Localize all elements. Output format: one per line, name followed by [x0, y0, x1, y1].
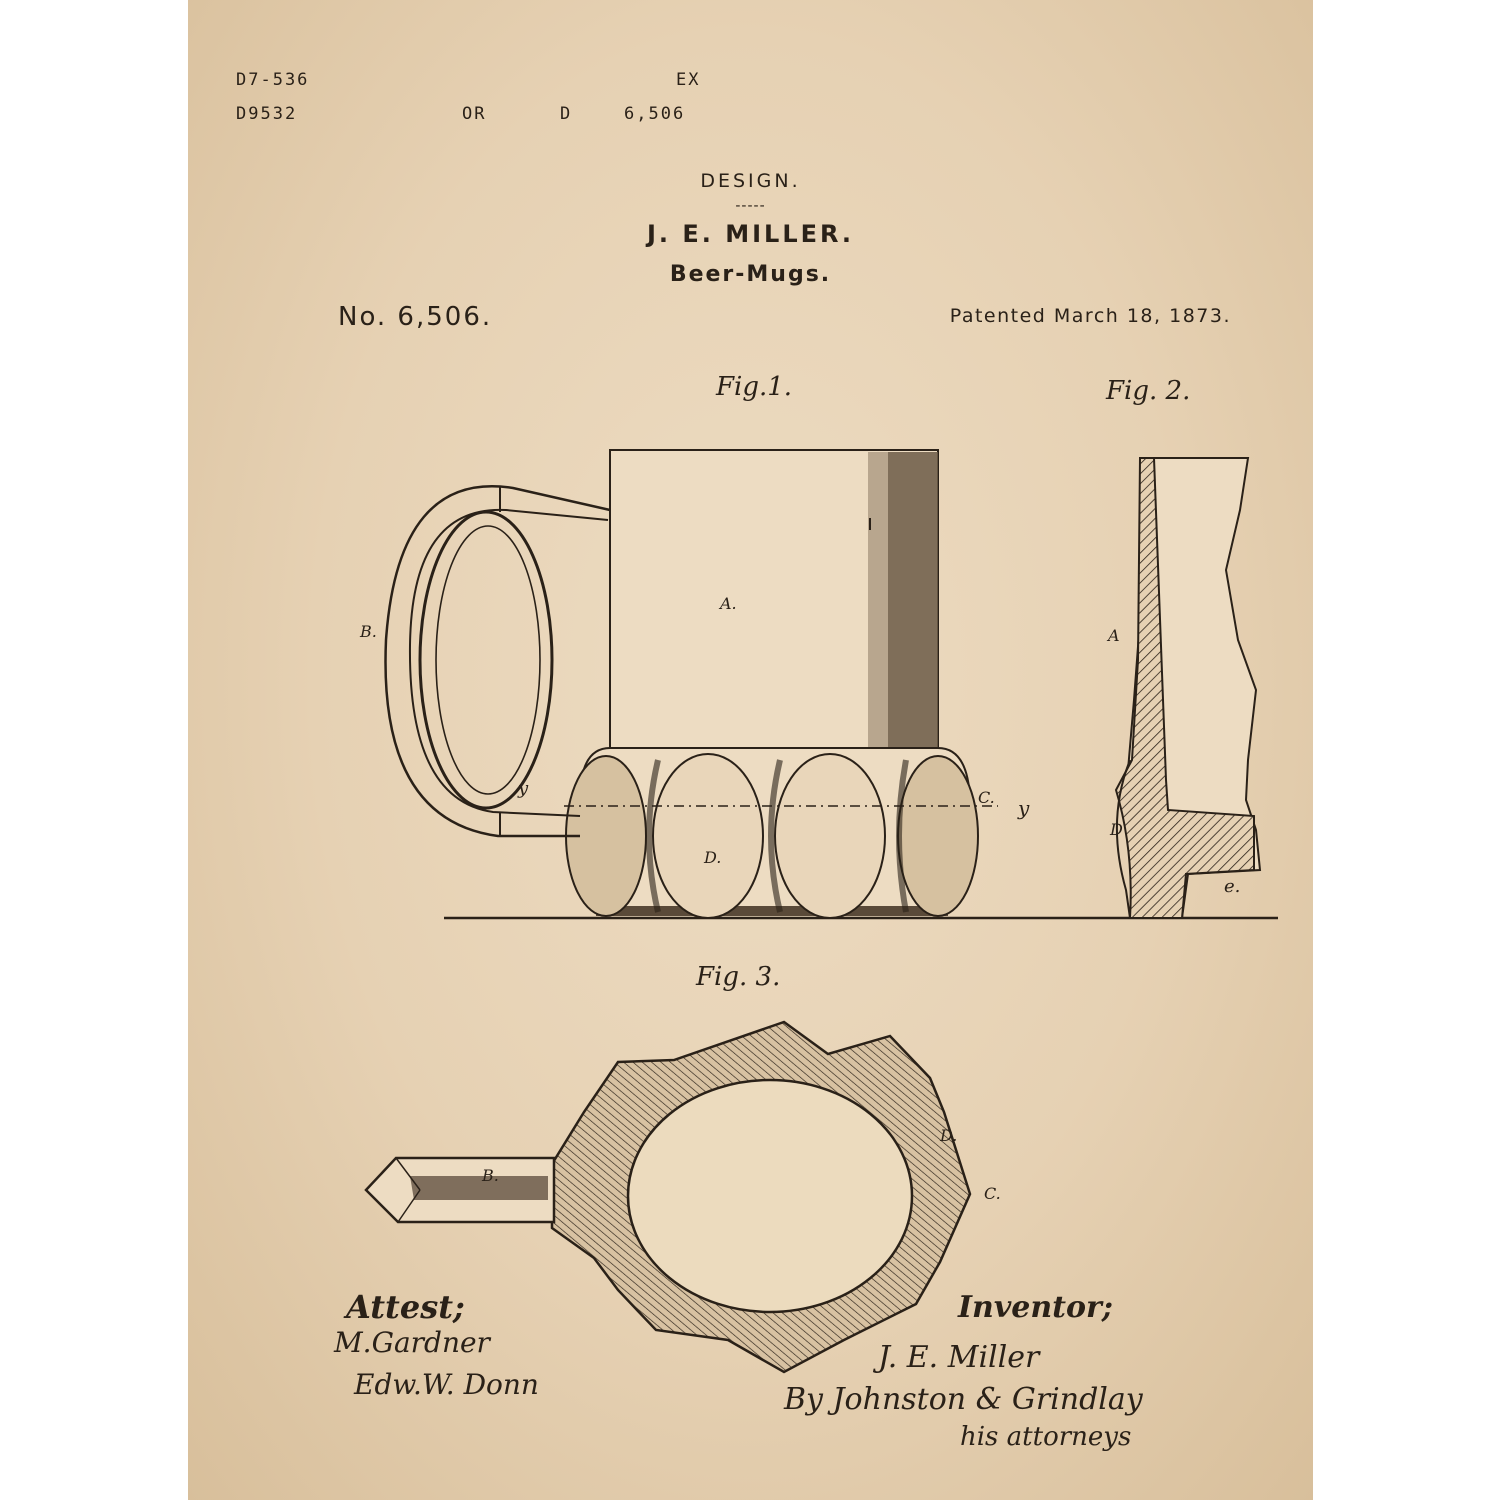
patent-number: No. 6,506. [338, 302, 493, 332]
fig2-label-e: e. [1224, 876, 1241, 897]
code-top-left: D7-536 [236, 70, 310, 90]
fig3-caption: Fig. 3. [696, 962, 781, 992]
inventor-name: J. E. MILLER. [646, 220, 855, 248]
fig1-label-y-left: y [518, 778, 529, 799]
inventor-label: Inventor; [958, 1290, 1113, 1325]
patent-subject: Beer-Mugs. [669, 262, 832, 287]
code-or: OR [462, 104, 487, 124]
title-dashes: ----- [735, 198, 766, 214]
code-d: D [560, 104, 573, 124]
inventor-signature: J. E. Miller [878, 1340, 1040, 1375]
fig1-caption: Fig.1. [716, 372, 793, 402]
attorneys-signature: By Johnston & Grindlay [784, 1382, 1143, 1417]
patent-drawings [188, 0, 1313, 1500]
fig1-label-c: C. [978, 788, 995, 807]
fig3-label-d: D. [940, 1126, 958, 1145]
fig1-label-b: B. [360, 622, 377, 641]
code-top-right: EX [676, 70, 701, 90]
fig2-label-a: A [1108, 626, 1120, 645]
fig1-label-a: A. [720, 594, 737, 613]
fig1-label-y-right: y [1018, 796, 1030, 820]
patent-sheet [188, 0, 1313, 1500]
attest-label: Attest; [346, 1288, 465, 1326]
fig2-label-d: D [1110, 820, 1123, 839]
fig3-label-b: B. [482, 1166, 499, 1185]
fig3-inner-circle [628, 1080, 912, 1312]
witness-1-signature: M.Gardner [334, 1326, 490, 1359]
witness-2-signature: Edw.W. Donn [354, 1368, 539, 1401]
title-design: DESIGN. [700, 170, 801, 192]
fig3-label-c: C. [984, 1184, 1001, 1203]
patent-date: Patented March 18, 1873. [949, 305, 1231, 327]
fig2-section [1116, 458, 1260, 918]
attorneys-note: his attorneys [960, 1422, 1132, 1452]
code-number: 6,506 [624, 104, 686, 124]
fig2-caption: Fig. 2. [1106, 376, 1191, 406]
fig1-label-d: D. [704, 848, 722, 867]
code-bottom-left: D9532 [236, 104, 298, 124]
